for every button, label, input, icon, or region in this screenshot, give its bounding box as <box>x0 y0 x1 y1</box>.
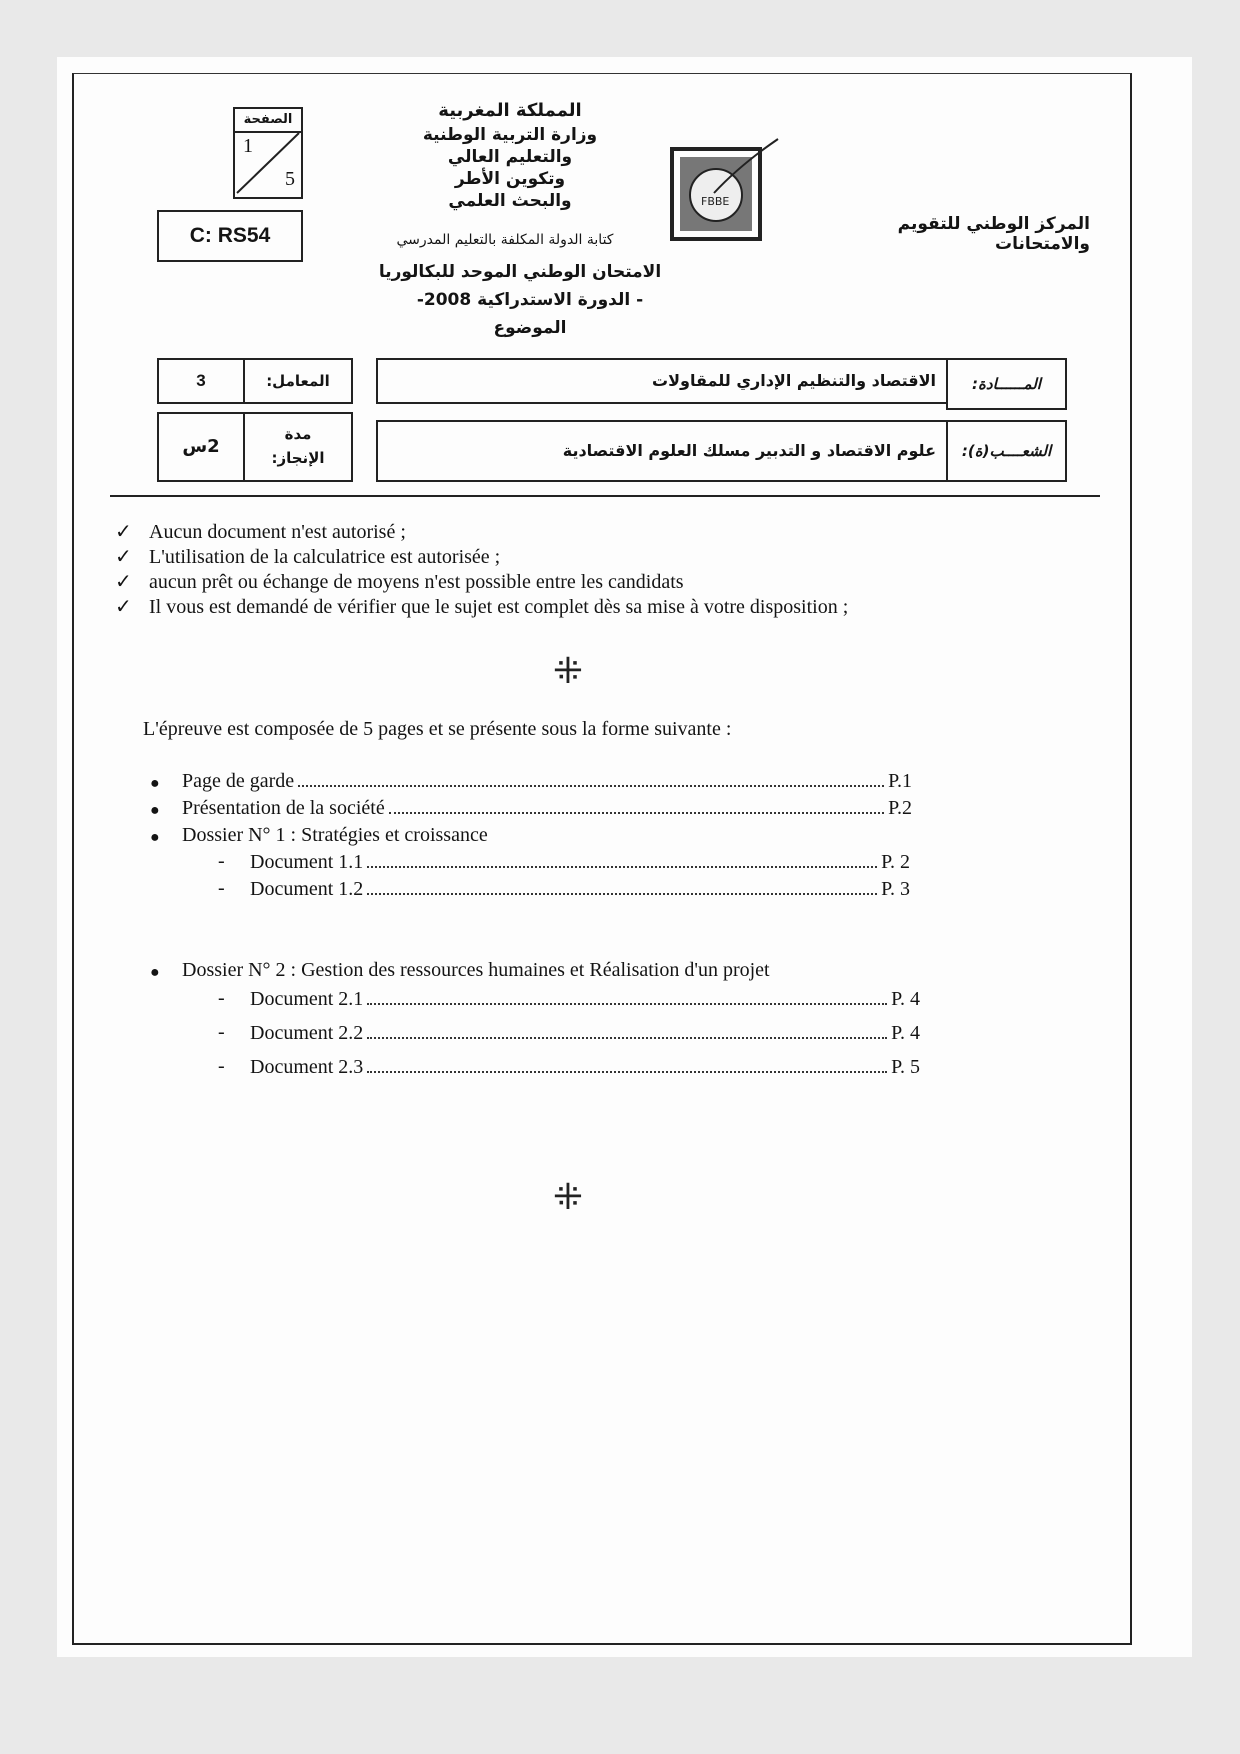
intro-text: L'épreuve est composée de 5 pages et se présente sous la forme suivante : <box>143 718 732 740</box>
duration-label <box>243 412 353 482</box>
toc-label: Présentation de la société <box>182 797 385 819</box>
toc-page: P.1 <box>888 770 912 792</box>
bullet-icon: ● <box>150 775 160 792</box>
dash-icon: - <box>218 987 225 1009</box>
subject-code: C: RS54 <box>157 210 303 262</box>
ministry-name <box>360 124 660 212</box>
evaluation-center-name: المركز الوطني للتقويم والامتحانات <box>897 214 1090 254</box>
toc-label: Document 2.2 <box>250 1022 364 1044</box>
toc-page: P. 2 <box>881 851 910 873</box>
subject-title-label: المــــــادة: <box>946 358 1067 410</box>
bullet-icon: ● <box>150 802 160 819</box>
star-separator-icon: ⁜ <box>552 1177 584 1217</box>
page-box-label: الصفحة <box>235 109 301 133</box>
rule-text: Aucun document n'est autorisé ; <box>149 521 406 543</box>
toc-page: P.2 <box>888 797 912 819</box>
duration-label-line: الإنجاز: <box>271 449 325 467</box>
ministry-line: وزارة التربية الوطنية <box>422 125 598 145</box>
toc-label: Document 1.2 <box>250 878 364 900</box>
toc-item-document-2-1 <box>250 988 920 1011</box>
rule-item <box>115 570 1015 595</box>
rule-text: L'utilisation de la calculatrice est autorisée ; <box>149 546 501 568</box>
toc-item-document-2-2 <box>250 1022 920 1045</box>
toc-page: P. 3 <box>881 878 910 900</box>
check-icon: ✓ <box>115 571 132 593</box>
duration-value: 2س <box>157 412 245 482</box>
stream-label: الشعــــب(ة): <box>946 420 1067 482</box>
toc-page: P. 4 <box>891 988 920 1010</box>
exam-title: الامتحان الوطني الموحد للبكالوريا <box>378 262 662 282</box>
page-number-box <box>233 107 303 199</box>
toc-item-document-1-2 <box>250 878 910 901</box>
bullet-icon: ● <box>150 964 160 981</box>
subject-heading: الموضوع <box>493 318 567 338</box>
kingdom-title: المملكة المغربية <box>438 100 582 121</box>
header-divider <box>110 495 1100 497</box>
toc-label: Document 2.1 <box>250 988 364 1010</box>
page-total: 5 <box>285 168 295 190</box>
toc-label: Document 1.1 <box>250 851 364 873</box>
check-icon: ✓ <box>115 546 132 568</box>
dash-icon: - <box>218 1021 225 1043</box>
rule-item <box>115 545 1015 570</box>
ministry-line: وتكوين الأطر <box>454 169 566 189</box>
check-icon: ✓ <box>115 596 132 618</box>
rule-text: aucun prêt ou échange de moyens n'est possible entre les candidats <box>149 571 684 593</box>
ministry-line: والتعليم العالي <box>447 147 573 167</box>
coefficient-value: 3 <box>157 358 245 404</box>
ministry-logo <box>670 135 780 243</box>
dash-icon: - <box>218 850 225 872</box>
dash-icon: - <box>218 877 225 899</box>
rule-item <box>115 520 1015 545</box>
check-icon: ✓ <box>115 521 132 543</box>
toc-item-presentation <box>182 797 912 820</box>
stream-value: علوم الاقتصاد و التدبير مسلك العلوم الاقتصادية <box>376 420 948 482</box>
toc-item-document-1-1 <box>250 851 910 874</box>
dash-icon: - <box>218 1055 225 1077</box>
ministry-line: والبحث العلمي <box>448 191 572 211</box>
toc-dossier-1: Dossier N° 1 : Stratégies et croissance <box>182 824 488 846</box>
toc-label: Page de garde <box>182 770 295 792</box>
subject-title-value: الاقتصاد والتنظيم الإداري للمقاولات <box>376 358 948 404</box>
duration-label-line: مدة <box>284 425 312 443</box>
star-separator-icon: ⁜ <box>552 651 584 691</box>
secretariat-name: كتابة الدولة المكلفة بالتعليم المدرسي <box>396 232 614 248</box>
bullet-icon: ● <box>150 829 160 846</box>
toc-page: P. 5 <box>891 1056 920 1078</box>
toc-page: P. 4 <box>891 1022 920 1044</box>
toc-label: Document 2.3 <box>250 1056 364 1078</box>
page-current: 1 <box>243 135 253 157</box>
rule-text: Il vous est demandé de vérifier que le sujet est complet dès sa mise à votre disposition ; <box>149 596 849 618</box>
exam-session: - الدورة الاستدراكية 2008- <box>416 290 644 310</box>
toc-dossier-2: Dossier N° 2 : Gestion des ressources humaines et Réalisation d'un projet <box>182 959 770 981</box>
coefficient-label: المعامل: <box>243 358 353 404</box>
toc-item-document-2-3 <box>250 1056 920 1079</box>
exam-rules-list <box>115 520 1015 620</box>
toc-item-page-de-garde <box>182 770 912 793</box>
logo-text: FBBE <box>701 195 730 208</box>
rule-item <box>115 595 1015 620</box>
